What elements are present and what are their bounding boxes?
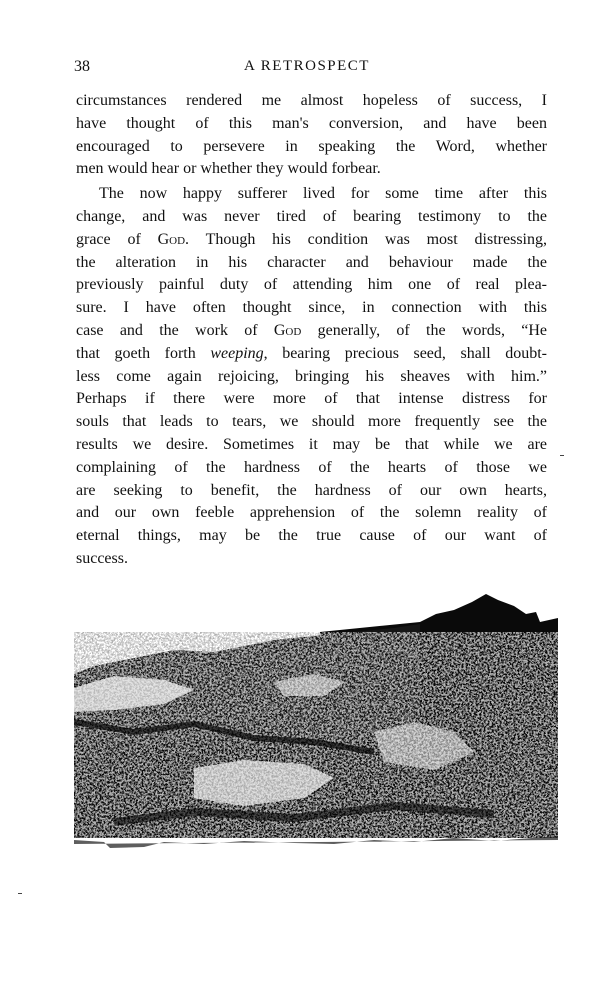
text-line: eternal things, may be the true cause of our want of <box>76 527 547 545</box>
paragraph-2 <box>76 183 547 571</box>
text-line: sure. I have often thought since, in connection with this <box>76 299 547 317</box>
scan-speck <box>18 893 22 894</box>
text-line: less come again rejoicing, bringing his sheaves with him.” <box>76 367 547 385</box>
text-line: complaining of the hardness of the hearts of those we <box>76 458 547 476</box>
text-line: the alteration in his character and behaviour made the <box>76 253 547 271</box>
body-text <box>76 90 547 571</box>
text-line: success. <box>76 549 128 567</box>
text-line: grace of God. Though his condition was most distressing, <box>76 230 547 248</box>
page-number: 38 <box>74 58 90 75</box>
text-line: are seeking to benefit, the hardness of our own hearts, <box>76 481 547 499</box>
text-line: and our own feeble apprehension of the solemn reality of <box>76 504 547 522</box>
text-line: that goeth forth weeping, bearing precious seed, shall doubt- <box>76 344 548 362</box>
text-line: men would hear or whether they would forbear. <box>76 160 381 178</box>
paragraph-1 <box>76 90 547 181</box>
text-line: have thought of this man's conversion, and have been <box>76 114 547 132</box>
text-line: The now happy sufferer lived for some time after this <box>99 185 547 203</box>
text-line: change, and was never tired of bearing testimony to the <box>76 207 547 225</box>
text-line: previously painful duty of attending him one of real plea- <box>76 276 547 294</box>
text-line: encouraged to persevere in speaking the Word, whether <box>76 137 547 155</box>
text-line: souls that leads to tears, we should more frequently see the <box>76 413 547 431</box>
text-line: results we desire. Sometimes it may be that while we are <box>76 435 547 453</box>
text-line: Perhaps if there were more of that intense distress for <box>76 390 547 408</box>
running-head: A RETROSPECT <box>244 58 370 74</box>
scan-speck <box>560 455 564 456</box>
text-line: circumstances rendered me almost hopeless of success, I <box>76 92 547 109</box>
text-line: case and the work of God generally, of the words, “He <box>76 321 548 339</box>
landscape-photo <box>74 592 558 854</box>
